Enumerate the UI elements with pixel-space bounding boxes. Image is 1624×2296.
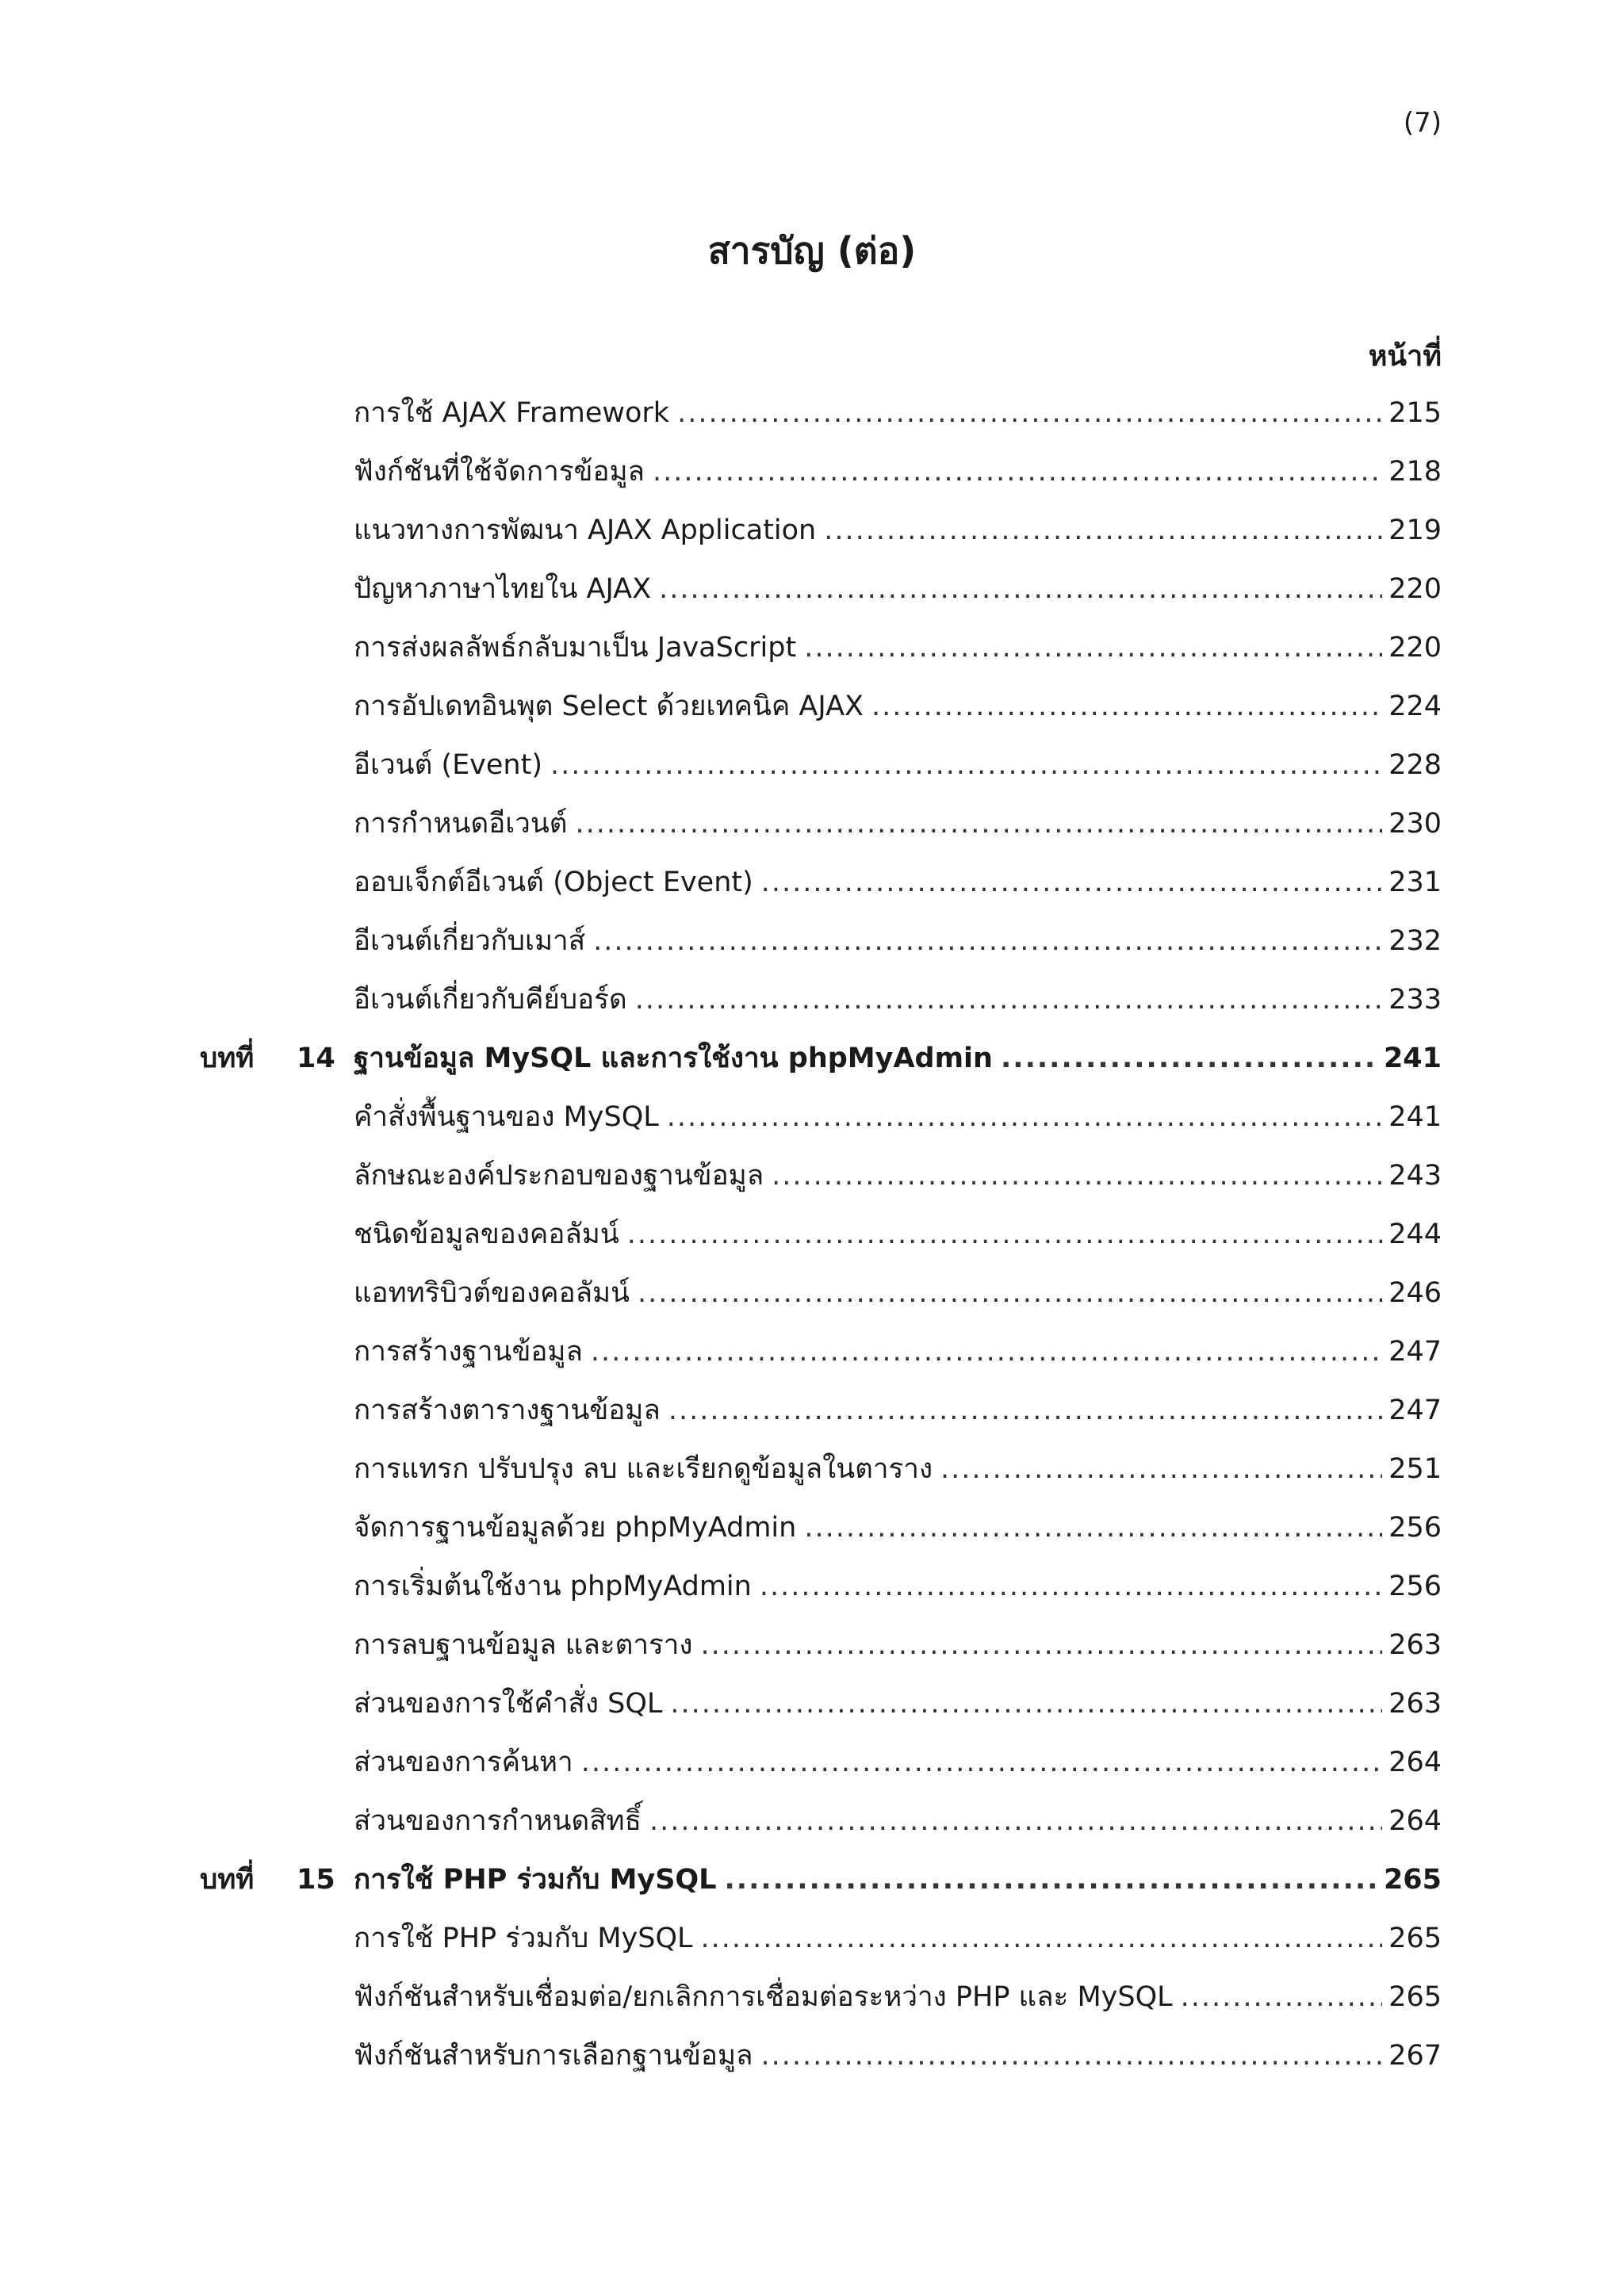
chapter-number: 15 bbox=[297, 1864, 335, 1896]
entry-page-number: 241 bbox=[1388, 1101, 1442, 1133]
entry-page-number: 243 bbox=[1388, 1160, 1442, 1192]
dot-leader bbox=[824, 501, 1382, 560]
chapter-word: บทที่ bbox=[200, 1043, 255, 1074]
entry-title: แอททริบิวต์ของคอลัมน์ bbox=[354, 1277, 630, 1309]
entry-page-number: 264 bbox=[1388, 1805, 1442, 1837]
entry-page-number: 228 bbox=[1388, 749, 1442, 781]
entry-title: ฟังก์ชันสำหรับการเลือกฐานข้อมูล bbox=[354, 2040, 753, 2072]
entry-page-number: 265 bbox=[1388, 1981, 1442, 2013]
dot-leader bbox=[760, 1557, 1382, 1616]
entry-title: การลบฐานข้อมูล และตาราง bbox=[354, 1629, 693, 1661]
entry-title: การสร้างตารางฐานข้อมูล bbox=[354, 1395, 661, 1426]
entry-page-number: 265 bbox=[1383, 1864, 1442, 1896]
toc-entry bbox=[354, 1792, 1442, 1850]
entry-page-number: 230 bbox=[1388, 808, 1442, 840]
entry-page-number: 256 bbox=[1388, 1571, 1442, 1602]
entry-page-number: 267 bbox=[1388, 2040, 1442, 2072]
dot-leader bbox=[667, 1088, 1382, 1146]
dot-leader bbox=[772, 1146, 1382, 1205]
entry-title: การส่งผลลัพธ์กลับมาเป็น JavaScript bbox=[354, 632, 797, 664]
toc-entry-row bbox=[0, 1146, 1624, 1205]
dot-leader bbox=[1001, 1029, 1377, 1088]
toc-entry bbox=[354, 1498, 1442, 1557]
toc-entry-row bbox=[0, 1616, 1624, 1674]
entry-title: แนวทางการพัฒนา AJAX Application bbox=[354, 515, 817, 546]
toc-entry bbox=[354, 1850, 1442, 1909]
dot-leader bbox=[804, 1498, 1382, 1557]
dot-leader bbox=[701, 1909, 1383, 1968]
toc-entry-row bbox=[0, 501, 1624, 560]
entry-page-number: 246 bbox=[1388, 1277, 1442, 1309]
dot-leader bbox=[668, 1381, 1382, 1440]
entry-title: การอัปเดทอินพุต Select ด้วยเทคนิค AJAX bbox=[354, 691, 864, 722]
toc-entry bbox=[354, 1146, 1442, 1205]
dot-leader bbox=[635, 970, 1382, 1029]
dot-leader bbox=[638, 1264, 1382, 1322]
toc-entry bbox=[354, 1733, 1442, 1792]
toc-entry bbox=[354, 560, 1442, 618]
entry-page-number: 231 bbox=[1388, 867, 1442, 898]
entry-title: ฟังก์ชันที่ใช้จัดการข้อมูล bbox=[354, 456, 645, 488]
entry-page-number: 256 bbox=[1388, 1512, 1442, 1544]
entry-title: ส่วนของการกำหนดสิทธิ์ bbox=[354, 1805, 642, 1837]
entry-page-number: 215 bbox=[1388, 397, 1442, 429]
entry-title: การสร้างฐานข้อมูล bbox=[354, 1336, 583, 1368]
toc-entry-row bbox=[0, 794, 1624, 853]
toc-entry-row bbox=[0, 1674, 1624, 1733]
toc-entry-row bbox=[0, 1088, 1624, 1146]
entry-title: การกำหนดอีเวนต์ bbox=[354, 808, 568, 840]
dot-leader bbox=[761, 853, 1382, 912]
dot-leader bbox=[670, 1674, 1382, 1733]
table-of-contents bbox=[0, 384, 1624, 2085]
toc-entry bbox=[354, 1381, 1442, 1440]
entry-title: ส่วนของการใช้คำสั่ง SQL bbox=[354, 1688, 663, 1720]
entry-title: อีเวนต์ (Event) bbox=[354, 749, 542, 781]
dot-leader bbox=[659, 560, 1382, 618]
entry-title: ส่วนของการค้นหา bbox=[354, 1747, 573, 1778]
entry-page-number: 218 bbox=[1388, 456, 1442, 488]
toc-entry bbox=[354, 442, 1442, 501]
entry-page-number: 263 bbox=[1388, 1688, 1442, 1720]
entry-title: คำสั่งพื้นฐานของ MySQL bbox=[354, 1101, 659, 1133]
toc-entry-row bbox=[0, 1498, 1624, 1557]
entry-title: อีเวนต์เกี่ยวกับคีย์บอร์ด bbox=[354, 984, 627, 1016]
toc-entry bbox=[354, 1088, 1442, 1146]
toc-entry-row bbox=[0, 2026, 1624, 2085]
toc-chapter-row bbox=[0, 1850, 1624, 1909]
dot-leader bbox=[1181, 1968, 1383, 2026]
entry-title: การใช้ PHP ร่วมกับ MySQL bbox=[354, 1923, 693, 1954]
dot-leader bbox=[940, 1440, 1382, 1498]
toc-chapter-row bbox=[0, 1029, 1624, 1088]
toc-entry-row bbox=[0, 560, 1624, 618]
toc-entry bbox=[354, 618, 1442, 677]
entry-title: ฟังก์ชันสำหรับเชื่อมต่อ/ยกเลิกการเชื่อมต่อระหว่าง PHP และ MySQL bbox=[354, 1981, 1173, 2013]
toc-entry-row bbox=[0, 1968, 1624, 2026]
dot-leader bbox=[760, 2026, 1382, 2085]
toc-entry bbox=[354, 2026, 1442, 2085]
entry-page-number: 224 bbox=[1388, 691, 1442, 722]
dot-leader bbox=[591, 1322, 1382, 1381]
toc-entry bbox=[354, 794, 1442, 853]
toc-entry bbox=[354, 384, 1442, 442]
dot-leader bbox=[581, 1733, 1383, 1792]
page-title: สารบัญ (ต่อ) bbox=[707, 229, 917, 272]
entry-page-number: 241 bbox=[1383, 1043, 1442, 1074]
entry-title: ชนิดข้อมูลของคอลัมน์ bbox=[354, 1219, 619, 1250]
toc-entry bbox=[354, 1616, 1442, 1674]
toc-entry-row bbox=[0, 1440, 1624, 1498]
toc-entry-row bbox=[0, 677, 1624, 736]
entry-page-number: 233 bbox=[1388, 984, 1442, 1016]
entry-page-number: 247 bbox=[1388, 1395, 1442, 1426]
entry-title: ลักษณะองค์ประกอบของฐานข้อมูล bbox=[354, 1160, 764, 1192]
toc-entry-row bbox=[0, 1909, 1624, 1968]
toc-entry-row bbox=[0, 912, 1624, 970]
entry-title: ฐานข้อมูล MySQL และการใช้งาน phpMyAdmin bbox=[354, 1043, 993, 1074]
entry-title: จัดการฐานข้อมูลด้วย phpMyAdmin bbox=[354, 1512, 797, 1544]
dot-leader bbox=[653, 442, 1382, 501]
toc-entry-row bbox=[0, 442, 1624, 501]
toc-entry bbox=[354, 1557, 1442, 1616]
toc-entry-row bbox=[0, 1322, 1624, 1381]
toc-entry bbox=[354, 1674, 1442, 1733]
dot-leader bbox=[871, 677, 1382, 736]
entry-page-number: 264 bbox=[1388, 1747, 1442, 1778]
toc-entry bbox=[354, 1029, 1442, 1088]
toc-entry bbox=[354, 1909, 1442, 1968]
toc-entry bbox=[354, 1264, 1442, 1322]
dot-leader bbox=[550, 736, 1382, 794]
dot-leader bbox=[804, 618, 1382, 677]
toc-entry-row bbox=[0, 1557, 1624, 1616]
toc-entry-row bbox=[0, 1792, 1624, 1850]
entry-title: การใช้ AJAX Framework bbox=[354, 397, 670, 429]
toc-entry bbox=[354, 1440, 1442, 1498]
toc-entry-row bbox=[0, 736, 1624, 794]
entry-page-number: 265 bbox=[1388, 1923, 1442, 1954]
toc-entry bbox=[354, 853, 1442, 912]
toc-entry bbox=[354, 912, 1442, 970]
entry-page-number: 232 bbox=[1388, 925, 1442, 957]
toc-entry-row bbox=[0, 1733, 1624, 1792]
entry-title: การใช้ PHP ร่วมกับ MySQL bbox=[354, 1864, 717, 1896]
entry-page-number: 244 bbox=[1388, 1219, 1442, 1250]
toc-entry bbox=[354, 677, 1442, 736]
page-number: (7) bbox=[1403, 107, 1442, 139]
dot-leader bbox=[649, 1792, 1382, 1850]
entry-page-number: 220 bbox=[1388, 632, 1442, 664]
entry-title: อีเวนต์เกี่ยวกับเมาส์ bbox=[354, 925, 586, 957]
entry-page-number: 251 bbox=[1388, 1453, 1442, 1485]
entry-title: ปัญหาภาษาไทยใน AJAX bbox=[354, 573, 652, 605]
entry-title: การแทรก ปรับปรุง ลบ และเรียกดูข้อมูลในตาราง bbox=[354, 1453, 933, 1485]
toc-entry bbox=[354, 1205, 1442, 1264]
entry-page-number: 247 bbox=[1388, 1336, 1442, 1368]
toc-entry-row bbox=[0, 970, 1624, 1029]
dot-leader bbox=[677, 384, 1382, 442]
entry-page-number: 219 bbox=[1388, 515, 1442, 546]
dot-leader bbox=[627, 1205, 1382, 1264]
chapter-number: 14 bbox=[297, 1043, 335, 1074]
toc-entry bbox=[354, 1968, 1442, 2026]
entry-page-number: 263 bbox=[1388, 1629, 1442, 1661]
dot-leader bbox=[724, 1850, 1377, 1909]
entry-title: การเริ่มต้นใช้งาน phpMyAdmin bbox=[354, 1571, 752, 1602]
dot-leader bbox=[576, 794, 1383, 853]
toc-entry bbox=[354, 501, 1442, 560]
toc-entry-row bbox=[0, 618, 1624, 677]
toc-entry-row bbox=[0, 1381, 1624, 1440]
toc-entry bbox=[354, 970, 1442, 1029]
toc-entry-row bbox=[0, 1205, 1624, 1264]
toc-entry-row bbox=[0, 853, 1624, 912]
dot-leader bbox=[701, 1616, 1383, 1674]
dot-leader bbox=[593, 912, 1382, 970]
toc-entry bbox=[354, 736, 1442, 794]
toc-entry-row bbox=[0, 384, 1624, 442]
page-column-header: หน้าที่ bbox=[1368, 340, 1442, 373]
chapter-word: บทที่ bbox=[200, 1864, 255, 1896]
entry-page-number: 220 bbox=[1388, 573, 1442, 605]
toc-entry-row bbox=[0, 1264, 1624, 1322]
toc-entry bbox=[354, 1322, 1442, 1381]
entry-title: ออบเจ็กต์อีเวนต์ (Object Event) bbox=[354, 867, 753, 898]
